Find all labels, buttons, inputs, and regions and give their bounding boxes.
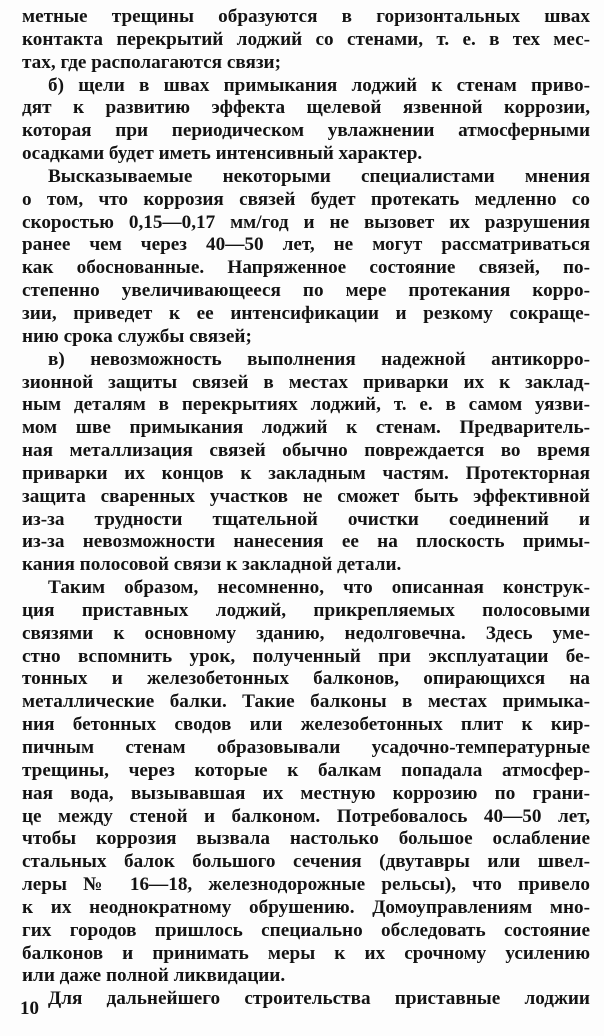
text-line: дят к развитию эффекта щелевой язвенной коррозии,: [22, 97, 590, 119]
text-line: связями к основному зданию, недолговечна. Здесь уме-: [22, 622, 590, 644]
text-line: или даже полной ликвидации.: [22, 965, 286, 987]
text-line: из-за трудности тщательной очистки соединений и: [22, 508, 590, 530]
text-line: степенно увеличивающееся по мере протекания корро-: [22, 280, 590, 302]
text-line: ция приставных лоджий, прикрепляемых полосовыми: [22, 599, 590, 621]
text-line: балконов и принимать меры к их срочному усилению: [22, 942, 590, 964]
text-line: металлические балки. Такие балконы в местах примыка-: [22, 691, 590, 713]
text-line: ным деталям в перекрытиях лоджий, т. е. в самом уязви-: [22, 394, 590, 416]
text-line: тонных и железобетонных балконов, опирающихся на: [22, 668, 590, 690]
text-line: чтобы коррозия вызвала настолько большое ослабление: [22, 828, 590, 850]
text-line: о том, что коррозия связей будет протекать медленно со: [22, 188, 590, 210]
text-line: Для дальнейшего строительства приставные лоджии: [48, 988, 590, 1010]
text-line: зии, приведет к ее интенсификации и резкому сокраще-: [22, 302, 590, 324]
text-line: трещины, через которые к балкам попадала атмосфер-: [22, 759, 590, 781]
text-line: скоростью 0,15—0,17 мм/год и не вызовет их разрушения: [22, 211, 590, 233]
text-line: кания полосовой связи к закладной детали.: [22, 554, 402, 576]
text-line: из-за невозможности нанесения ее на плоскость примы-: [22, 531, 590, 553]
text-line: стальных балок большого сечения (двутавры или швел-: [22, 851, 590, 873]
text-line: ная вода, вызывавшая их местную коррозию по грани-: [22, 782, 590, 804]
text-line: гих городов пришлось специально обследовать состояние: [22, 919, 590, 941]
text-line: тах, где располагаются связи;: [22, 51, 281, 73]
body-text: [22, 6, 590, 1011]
text-line: ная металлизация связей обычно повреждается во время: [22, 440, 590, 462]
text-line: приварки их концов к закладным частям. Протекторная: [22, 462, 590, 484]
text-line: зионной защиты связей в местах приварки их к заклад-: [22, 371, 590, 393]
text-line: как обоснованные. Напряженное состояние связей, по-: [22, 257, 590, 279]
text-line: ранее чем через 40—50 лет, не могут рассматриваться: [22, 234, 590, 256]
text-line: Таким образом, несомненно, что описанная конструк-: [48, 577, 590, 599]
text-line: це между стеной и балконом. Потребовалось 40—50 лет,: [22, 805, 590, 827]
text-line: которая при периодическом увлажнении атмосферными: [22, 120, 590, 142]
page-number: 10: [20, 998, 39, 1019]
text-line: пичным стенам образовывали усадочно-температурные: [22, 737, 590, 758]
text-line: мом шве примыкания лоджий к стенам. Предваритель-: [22, 417, 590, 439]
text-line: к их неоднократному обрушению. Домоуправлениям мно-: [22, 896, 590, 918]
text-line: защита сваренных участков не сможет быть эффективной: [22, 485, 590, 507]
text-line: стно вспомнить урок, полученный при эксплуатации бе-: [22, 645, 590, 667]
text-line: нию срока службы связей;: [22, 325, 252, 347]
text-line: контакта перекрытий лоджий со стенами, т. е. в тех мес-: [22, 28, 590, 50]
text-line: ния бетонных сводов или железобетонных плит к кир-: [22, 714, 590, 736]
text-line: б) щели в швах примыкания лоджий к стенам приво-: [48, 74, 590, 96]
text-line: в) невозможность выполнения надежной антикорро-: [48, 348, 590, 370]
text-line: метные трещины образуются в горизонтальных швах: [22, 6, 590, 27]
text-line: Высказываемые некоторыми специалистами мнения: [48, 165, 590, 187]
text-line: осадками будет иметь интенсивный характер.: [22, 143, 423, 165]
text-line: леры № 16—18, железнодорожные рельсы), что привело: [22, 874, 590, 896]
